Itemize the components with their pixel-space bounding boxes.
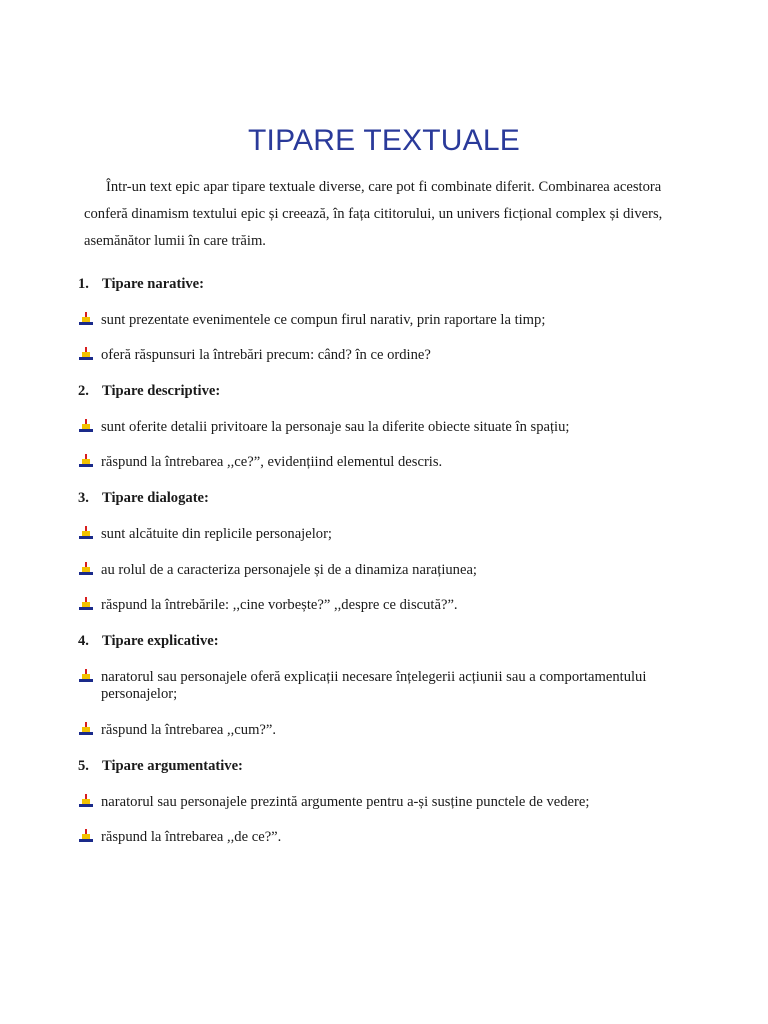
list-item [78,562,688,579]
section-heading-narative [78,276,204,293]
section-heading-descriptive [78,383,220,400]
arrow-bullet-icon [78,829,94,845]
list-item-text: răspund la întrebările: ,,cine vorbește?” ,,despre ce discută?”. [101,597,458,613]
list-item [78,722,688,739]
arrow-bullet-icon [78,597,94,613]
list-item [78,597,688,614]
section-title: Tipare dialogate: [102,490,209,506]
list-item-text: sunt alcătuite din replicile personajelor; [101,526,332,542]
list-item [78,526,688,543]
list-item-text: oferă răspunsuri la întrebări precum: când? în ce ordine? [101,347,431,363]
list-item [78,312,688,329]
list-item-text: naratorul sau personajele prezintă argumente pentru a-și susține punctele de vedere; [101,794,590,810]
section-number: 1. [78,276,89,292]
list-item-text: răspund la întrebarea ,,cum?”. [101,722,277,738]
section-number: 2. [78,383,89,399]
arrow-bullet-icon [78,347,94,363]
list-item [78,454,688,471]
section-title: Tipare narative: [102,276,205,292]
arrow-bullet-icon [78,722,94,738]
arrow-bullet-icon [78,312,94,328]
section-number: 4. [78,633,89,649]
arrow-bullet-icon [78,419,94,435]
list-item [78,829,688,846]
intro-paragraph: Într-un text epic apar tipare textuale diverse, care pot fi combinate diferit. Combinarea acestora conferă dinamism textului epic și creează, în fața cititorului, un univers ficțional complex și divers, asemănător lumii în care trăim. [84,179,663,249]
section-heading-dialogate [78,490,209,507]
list-item-text: sunt oferite detalii privitoare la personaje sau la diferite obiecte situate în spațiu; [101,419,570,435]
section-title: Tipare argumentative: [102,758,243,774]
section-title: Tipare descriptive: [102,383,221,399]
section-title: Tipare explicative: [102,633,219,649]
list-item-text: răspund la întrebarea ,,ce?”, evidențiind elementul descris. [101,454,443,470]
page-title: TIPARE TEXTUALE [248,124,520,157]
list-item [78,794,688,811]
list-item-text: răspund la întrebarea ,,de ce?”. [101,829,282,845]
section-number: 5. [78,758,89,774]
list-item-text: sunt prezentate evenimentele ce compun firul narativ, prin raportare la timp; [101,312,546,328]
arrow-bullet-icon [78,562,94,578]
arrow-bullet-icon [78,794,94,810]
list-item [78,419,688,436]
list-item [78,669,688,703]
section-heading-argumentative [78,758,243,775]
list-item-text: naratorul sau personajele oferă explicații necesare înțelegerii acțiunii sau a comportamentului personajelor; [101,669,647,702]
arrow-bullet-icon [78,454,94,470]
section-heading-explicative [78,633,219,650]
arrow-bullet-icon [78,669,94,685]
list-item-text: au rolul de a caracteriza personajele și de a dinamiza narațiunea; [101,562,477,578]
section-number: 3. [78,490,89,506]
list-item [78,347,688,364]
arrow-bullet-icon [78,526,94,542]
